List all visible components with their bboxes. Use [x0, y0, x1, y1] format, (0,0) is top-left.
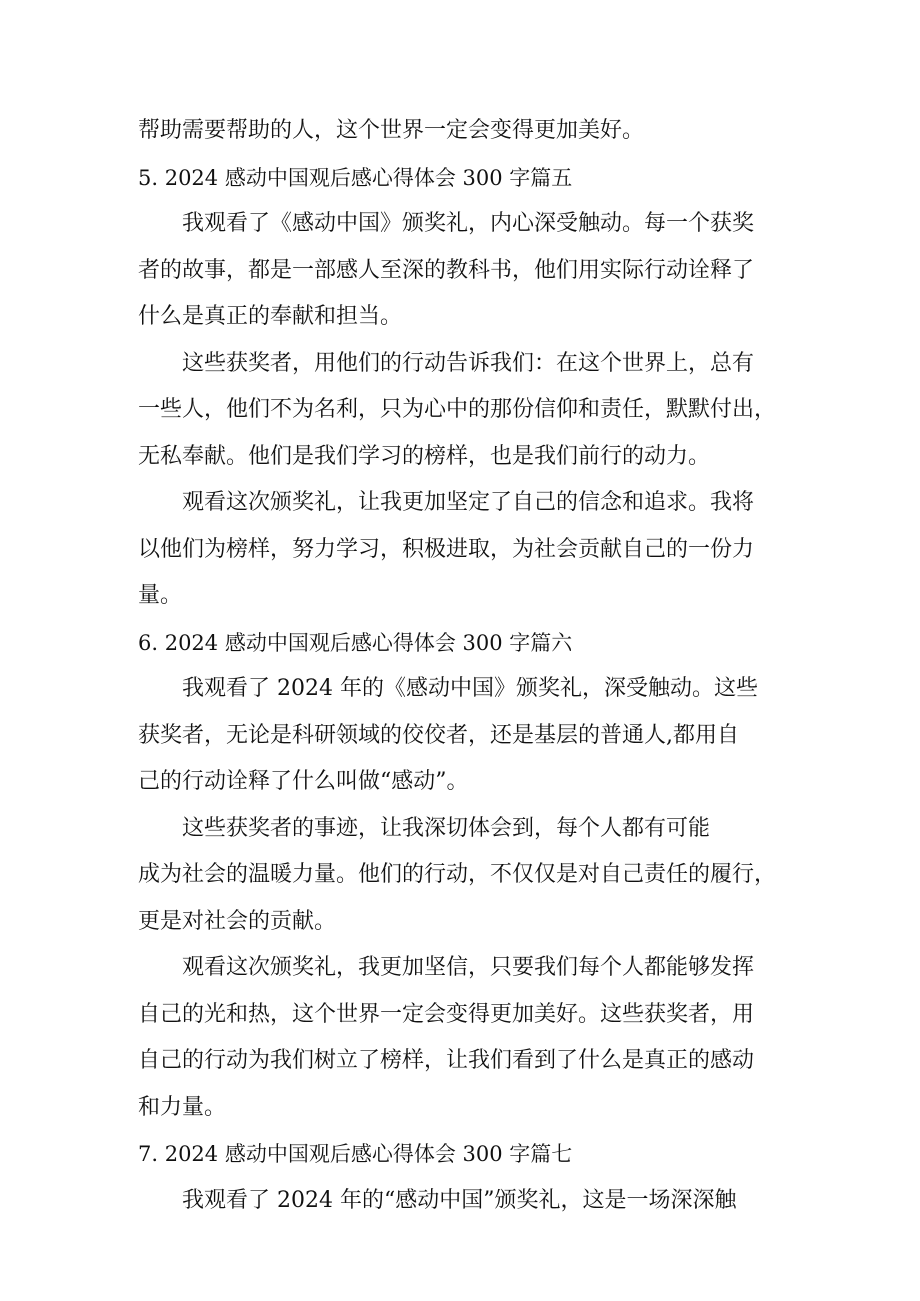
section-heading: 7. 2024 感动中国观后感心得体会 300 字篇七: [138, 1142, 573, 1166]
section-heading: 6. 2024 感动中国观后感心得体会 300 字篇六: [138, 630, 573, 655]
text-line: 获奖者，无论是科研领域的佼佼者，还是基层的普通人,都用自: [138, 722, 739, 748]
text-line: 观看这次颁奖礼，我更加坚信，只要我们每个人都能够发挥: [182, 955, 755, 980]
text-line: 一些人，他们不为名利，只为心中的那份信仰和责任，默默付出，: [138, 397, 777, 422]
text-line: 观看这次颁奖礼，让我更加坚定了自己的信念和追求。我将: [182, 490, 755, 515]
text-line: 以他们为榜样，努力学习，积极进取，为社会贡献自己的一份力: [138, 536, 755, 562]
text-line: 己的行动诠释了什么叫做“感动”。: [138, 769, 469, 794]
text-line: 自己的行动为我们树立了榜样，让我们看到了什么是真正的感动: [138, 1048, 755, 1073]
text-line: 更是对社会的贡献。: [138, 908, 337, 934]
text-line: 我观看了 2024 年的“感动中国”颁奖礼，这是一场深深触: [182, 1187, 737, 1213]
text-line: 成为社会的温暖力量。他们的行动，不仅仅是对自己责任的履行，: [138, 862, 777, 887]
section-heading: 5. 2024 感动中国观后感心得体会 300 字篇五: [138, 165, 573, 190]
text-line: 者的故事，都是一部感人至深的教科书，他们用实际行动诠释了: [138, 257, 755, 283]
text-line: 无私奉献。他们是我们学习的榜样，也是我们前行的动力。: [138, 443, 711, 469]
text-line: 这些获奖者的事迹，让我深切体会到，每个人都有可能: [182, 815, 711, 841]
text-line: 和力量。: [138, 1094, 227, 1120]
text-line: 我观看了《感动中国》颁奖礼，内心深受触动。每一个获奖: [182, 211, 755, 236]
text-line: 什么是真正的奉献和担当。: [138, 304, 403, 329]
text-line: 帮助需要帮助的人，这个世界一定会变得更加美好。: [138, 118, 645, 143]
text-line: 这些获奖者，用他们的行动告诉我们：在这个世界上，总有: [182, 350, 755, 376]
text-line: 自己的光和热，这个世界一定会变得更加美好。这些获奖者，用: [138, 1001, 755, 1027]
text-line: 我观看了 2024 年的《感动中国》颁奖礼，深受触动。这些: [182, 676, 758, 701]
text-line: 量。: [138, 583, 183, 608]
document-body: [138, 108, 788, 1224]
